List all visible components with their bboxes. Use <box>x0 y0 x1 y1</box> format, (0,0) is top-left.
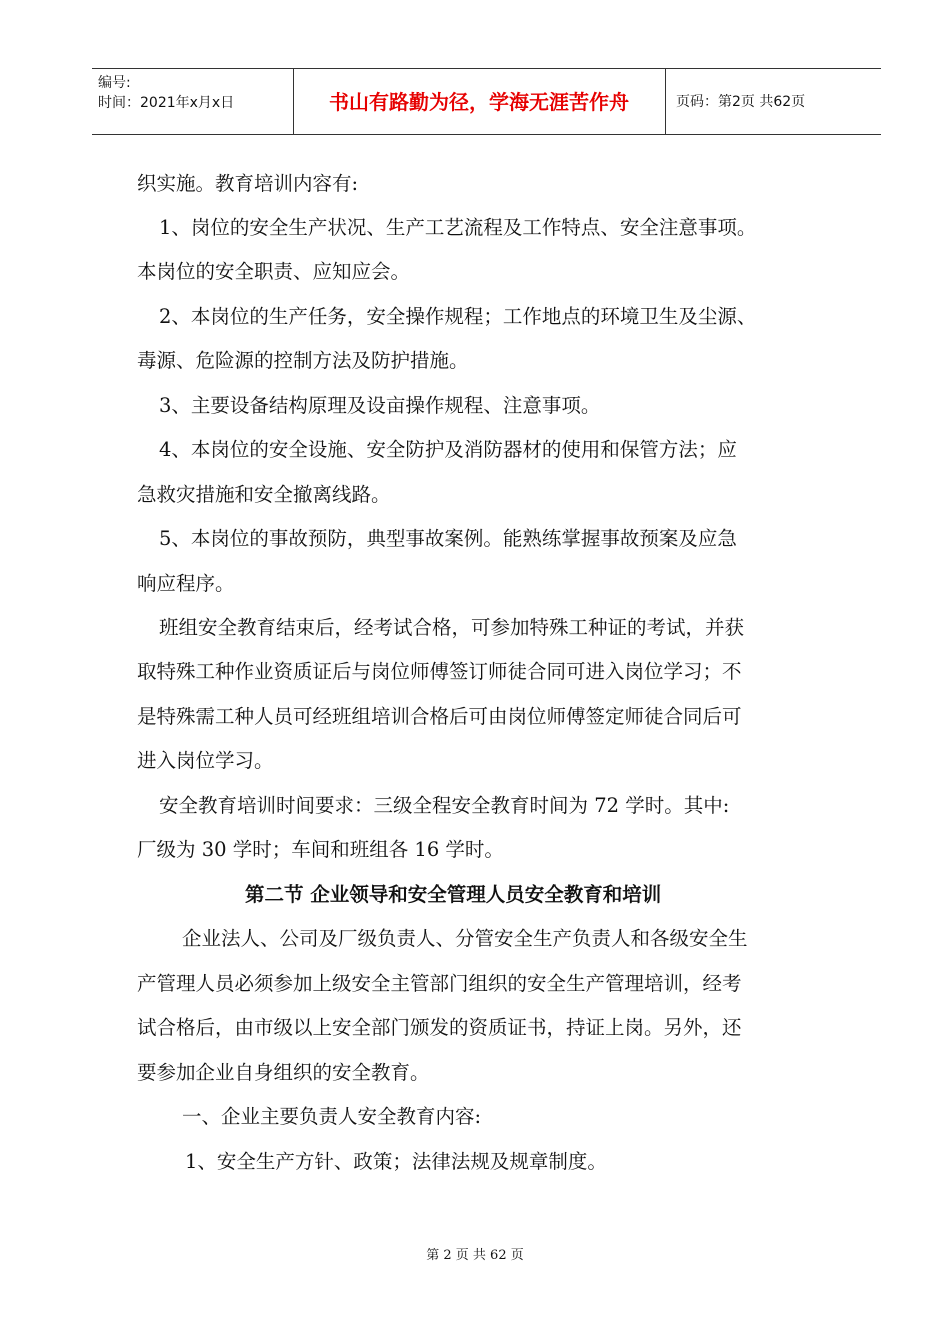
paragraph-line: 试合格后，由市级以上安全部门颁发的资质证书，持证上岗。另外，还 <box>137 1016 742 1039</box>
section-heading: 第二节 企业领导和安全管理人员安全教育和培训 <box>245 883 662 906</box>
paragraph-line: 企业法人、公司及厂级负责人、分管安全生产负责人和各级安全生 <box>182 927 748 950</box>
paragraph-line: 班组安全教育结束后，经考试合格，可参加特殊工种证的考试，并获 <box>159 616 745 639</box>
number-label: 编号: <box>98 75 131 91</box>
header-page-label: 页码：第2页 共62页 <box>676 94 806 110</box>
paragraph-line: 织实施。教育培训内容有: <box>137 172 359 195</box>
header-divider <box>665 69 666 135</box>
paragraph-line: 毒源、危险源的控制方法及防护措施。 <box>137 349 469 372</box>
paragraph-line: 取特殊工种作业资质证后与岗位师傅签订师徒合同可进入岗位学习；不 <box>137 660 742 683</box>
paragraph-line: 安全教育培训时间要求：三级全程安全教育时间为 72 学时。其中: <box>159 794 730 817</box>
page-footer: 第 2 页 共 62 页 <box>426 1248 524 1263</box>
paragraph-line: 产管理人员必须参加上级安全主管部门组织的安全生产管理培训，经考 <box>137 972 742 995</box>
paragraph-line: 要参加企业自身组织的安全教育。 <box>137 1061 430 1084</box>
paragraph-line: 急救灾措施和安全撤离线路。 <box>137 483 391 506</box>
paragraph-line: 3、主要设备结构原理及设亩操作规程、注意事项。 <box>159 394 601 417</box>
paragraph-line: 一、企业主要负责人安全教育内容: <box>182 1105 482 1128</box>
paragraph-line: 厂级为 30 学时；车间和班组各 16 学时。 <box>137 838 504 861</box>
paragraph-line: 5、本岗位的事故预防，典型事故案例。能熟练掌握事故预案及应急 <box>159 527 737 550</box>
paragraph-line: 2、本岗位的生产任务，安全操作规程；工作地点的环境卫生及尘源、 <box>159 305 757 328</box>
header-meta <box>98 73 290 113</box>
time-label: 时间：2021年x月x日 <box>98 95 235 111</box>
paragraph-line: 是特殊需工种人员可经班组培训合格后可由岗位师傅签定师徒合同后可 <box>137 705 742 728</box>
page-header <box>92 68 881 135</box>
paragraph-line: 进入岗位学习。 <box>137 749 274 772</box>
paragraph-line: 1、岗位的安全生产状况、生产工艺流程及工作特点、安全注意事项。 <box>159 216 757 239</box>
paragraph-line: 4、本岗位的安全设施、安全防护及消防器材的使用和保管方法；应 <box>159 438 737 461</box>
paragraph-line: 响应程序。 <box>137 572 235 595</box>
paragraph-line: 本岗位的安全职责、应知应会。 <box>137 260 411 283</box>
header-motto: 书山有路勤为径，学海无涯苦作舟 <box>329 90 629 114</box>
paragraph-line: 1、安全生产方针、政策；法律法规及规章制度。 <box>185 1150 607 1173</box>
